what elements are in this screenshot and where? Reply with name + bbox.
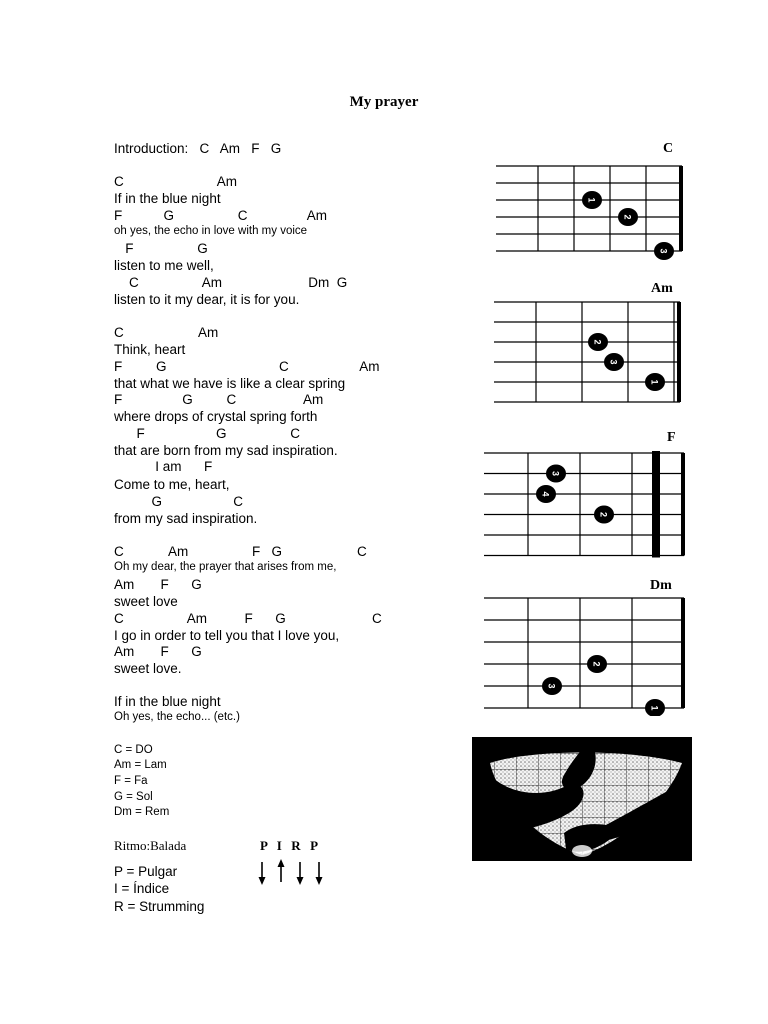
song-line: G C [114, 494, 244, 509]
song-line: Oh yes, the echo... (etc.) [114, 711, 240, 723]
strum-letters: P I R P [260, 838, 320, 853]
chord-nut [679, 166, 683, 251]
legend-item: Dm = Rem [114, 806, 170, 818]
svg-text:3: 3 [546, 683, 557, 689]
chord-diagram-dm [484, 594, 690, 716]
fingering-item: I = Índice [114, 881, 170, 896]
song-line: Come to me, heart, [114, 477, 230, 492]
chord-name-am: Am [651, 281, 673, 296]
chord-nut [677, 302, 681, 402]
song-line: F G C Am [114, 359, 380, 374]
song-line: C Am F G C [114, 611, 382, 626]
finger-dot [587, 655, 607, 673]
fingering-item: P = Pulgar [114, 864, 178, 879]
arrow-down-icon [259, 862, 266, 885]
chord-nut [681, 598, 685, 708]
finger-dot [582, 191, 602, 209]
song-line: Oh my dear, the prayer that arises from me, [114, 561, 337, 573]
song-line: oh yes, the echo in love with my voice [114, 225, 308, 237]
song-line: F G C Am [114, 208, 328, 223]
chord-diagram-c [490, 160, 690, 260]
song-line: F G C [114, 426, 301, 441]
chord-barre [652, 451, 660, 558]
song-line: If in the blue night [114, 191, 221, 206]
finger-dot [654, 242, 674, 260]
song-line: C Am Dm G [114, 275, 348, 290]
chord-name-f: F [667, 430, 676, 445]
song-line: Think, heart [114, 342, 186, 357]
arrow-down-icon [297, 862, 304, 885]
song-line: If in the blue night [114, 694, 221, 709]
song-line: where drops of crystal spring forth [114, 409, 318, 424]
legend-item: G = Sol [114, 791, 153, 803]
fingering-item: R = Strumming [114, 899, 205, 914]
svg-text:2: 2 [622, 214, 633, 220]
svg-text:2: 2 [592, 339, 603, 345]
song-line: C Am F G C [114, 544, 367, 559]
finger-dot [546, 465, 566, 483]
song-line: that what we have is like a clear spring [114, 376, 346, 391]
svg-text:2: 2 [598, 511, 609, 518]
chord-name-c: C [663, 141, 674, 156]
finger-dot [618, 208, 638, 226]
legend-item: Am = Lam [114, 759, 167, 771]
guitar-pick-logo [472, 737, 692, 861]
song-line: sweet love. [114, 661, 182, 676]
song-line: Am F G [114, 577, 202, 592]
rhythm-label: Ritmo:Balada [114, 838, 187, 853]
finger-dot [594, 506, 614, 524]
legend-item: F = Fa [114, 775, 148, 787]
song-line: listen to it my dear, it is for you. [114, 292, 300, 307]
svg-text:3: 3 [658, 248, 669, 254]
finger-dot [588, 333, 608, 351]
finger-dot [536, 485, 556, 503]
finger-dot [645, 373, 665, 391]
song-line: sweet love [114, 594, 178, 609]
arrow-down-icon [316, 862, 323, 885]
legend-item: C = DO [114, 744, 153, 756]
song-line: listen to me well, [114, 258, 214, 273]
song-line: I am F [114, 459, 213, 474]
svg-text:3: 3 [608, 359, 619, 365]
song-line: F G [114, 241, 208, 256]
chord-nut [681, 453, 685, 556]
song-line: from my sad inspiration. [114, 511, 258, 526]
song-title: My prayer [349, 94, 419, 110]
svg-text:2: 2 [591, 661, 602, 667]
song-line: that are born from my sad inspiration. [114, 443, 338, 458]
song-line: C Am [114, 325, 219, 340]
introduction-line: Introduction: C Am F G [114, 141, 282, 156]
svg-text:1: 1 [649, 379, 660, 385]
svg-text:4: 4 [540, 491, 551, 497]
chord-name-dm: Dm [650, 578, 672, 593]
song-line: I go in order to tell you that I love you, [114, 628, 340, 643]
strum-arrows [256, 858, 328, 886]
song-line: C Am [114, 174, 238, 189]
svg-text:1: 1 [649, 705, 660, 711]
arrow-up-icon [278, 859, 285, 882]
svg-text:1: 1 [586, 197, 597, 203]
finger-dot [645, 699, 665, 716]
svg-text:3: 3 [550, 470, 561, 477]
finger-dot [542, 677, 562, 695]
song-line: F G C Am [114, 392, 324, 407]
song-line: Am F G [114, 644, 202, 659]
finger-dot [604, 353, 624, 371]
chord-diagram-f [484, 447, 690, 559]
logo-letter: C [666, 737, 677, 751]
chord-diagram-am [490, 298, 690, 406]
